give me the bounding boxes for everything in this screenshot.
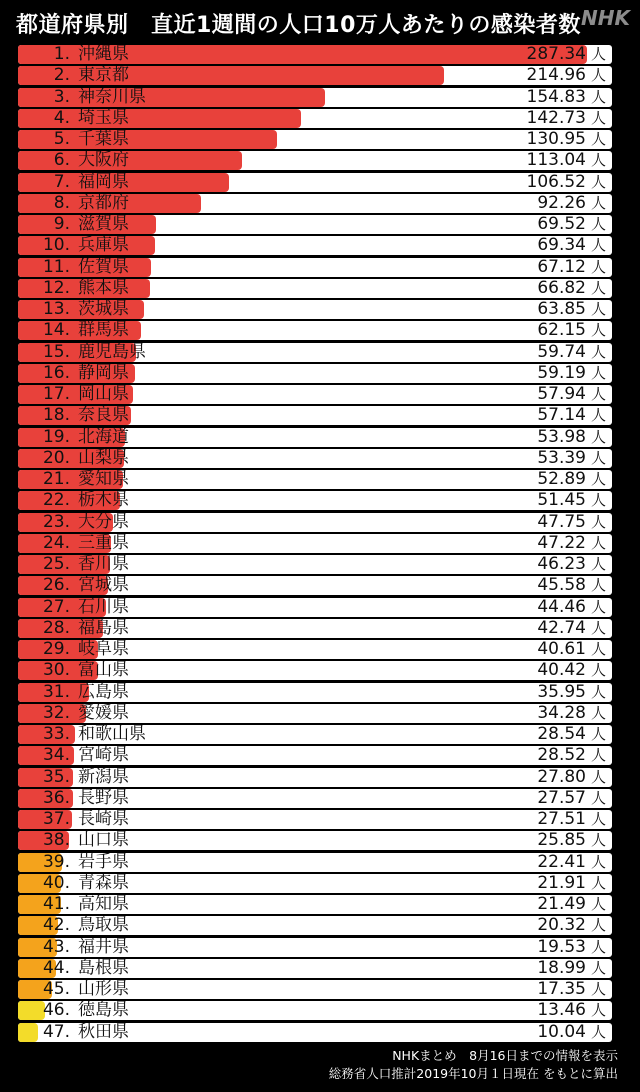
unit-label: 人 <box>590 937 606 956</box>
value-label: 63.85 <box>537 300 586 319</box>
prefecture-label: 宮城県 <box>78 576 129 596</box>
footer-source-note: NHKまとめ 8月16日までの情報を表示 <box>392 1048 618 1063</box>
value-label: 28.54 <box>537 725 586 744</box>
prefecture-label: 福島県 <box>78 618 129 638</box>
prefecture-label: 大分県 <box>78 512 129 532</box>
unit-label: 人 <box>590 427 606 446</box>
unit-label: 人 <box>590 576 606 595</box>
value-label: 47.75 <box>537 512 586 532</box>
value-label: 13.46 <box>537 1001 586 1021</box>
value-label: 42.74 <box>537 618 586 638</box>
rank-label: 1. <box>53 45 70 64</box>
unit-label: 人 <box>590 448 606 467</box>
unit-label: 人 <box>590 342 606 361</box>
nhk-logo: NHK <box>581 6 630 30</box>
value-label: 46.23 <box>537 555 586 574</box>
prefecture-label: 長野県 <box>78 788 129 808</box>
rank-label: 35. <box>42 767 70 787</box>
prefecture-label: 群馬県 <box>78 321 129 341</box>
unit-label: 人 <box>590 1022 606 1041</box>
rank-label: 10. <box>42 236 70 256</box>
prefecture-label: 香川県 <box>78 555 129 574</box>
prefecture-label: 大阪府 <box>78 151 129 171</box>
bar-row <box>18 725 612 744</box>
prefecture-label: 岩手県 <box>78 852 129 872</box>
value-label: 130.95 <box>526 130 586 149</box>
bar-row <box>18 619 612 638</box>
prefecture-label: 長崎県 <box>78 810 129 829</box>
value-label: 27.51 <box>537 810 586 829</box>
value-label: 154.83 <box>526 87 586 107</box>
prefecture-label: 徳島県 <box>78 1001 129 1021</box>
bar-row <box>18 151 612 170</box>
rank-label: 6. <box>53 151 70 171</box>
bar-row <box>18 1023 612 1042</box>
rank-label: 30. <box>42 661 70 681</box>
prefecture-label: 鳥取県 <box>78 916 129 936</box>
unit-label: 人 <box>590 300 606 318</box>
unit-label: 人 <box>590 215 606 233</box>
bar-row <box>18 364 612 383</box>
rank-label: 31. <box>42 682 70 702</box>
bar-row <box>18 491 612 510</box>
unit-label: 人 <box>590 385 606 403</box>
rank-label: 39. <box>42 852 70 872</box>
bar-row <box>18 470 612 489</box>
bar-row <box>18 236 612 255</box>
rank-label: 36. <box>42 788 70 808</box>
unit-label: 人 <box>590 108 606 127</box>
value-label: 67.12 <box>537 257 586 277</box>
value-label: 69.34 <box>537 236 586 256</box>
bar-row <box>18 576 612 595</box>
prefecture-label: 新潟県 <box>78 767 129 787</box>
rank-label: 7. <box>53 172 70 192</box>
bar-row <box>18 704 612 723</box>
value-label: 27.80 <box>537 767 586 787</box>
bar-row <box>18 300 612 319</box>
prefecture-label: 三重県 <box>78 533 129 553</box>
unit-label: 人 <box>590 703 606 722</box>
unit-label: 人 <box>590 767 606 786</box>
prefecture-label: 石川県 <box>78 597 129 617</box>
unit-label: 人 <box>590 555 606 573</box>
unit-label: 人 <box>590 831 606 850</box>
prefecture-label: 秋田県 <box>78 1022 129 1042</box>
value-label: 66.82 <box>537 278 586 298</box>
unit-label: 人 <box>590 618 606 637</box>
bar-row <box>18 640 612 659</box>
bar-row <box>18 385 612 404</box>
bar-row <box>18 959 612 978</box>
bar-row <box>18 534 612 553</box>
unit-label: 人 <box>590 66 606 85</box>
prefecture-label: 千葉県 <box>78 130 129 149</box>
prefecture-label: 奈良県 <box>78 406 129 426</box>
rank-label: 32. <box>42 703 70 723</box>
unit-label: 人 <box>590 321 606 340</box>
prefecture-label: 岡山県 <box>78 385 129 404</box>
rank-label: 20. <box>42 448 70 468</box>
value-label: 22.41 <box>537 852 586 872</box>
unit-label: 人 <box>590 873 606 892</box>
bar-row <box>18 130 612 149</box>
bar-row <box>18 916 612 935</box>
unit-label: 人 <box>590 852 606 871</box>
value-label: 69.52 <box>537 215 586 234</box>
bar-row <box>18 874 612 893</box>
value-label: 40.61 <box>537 640 586 659</box>
unit-label: 人 <box>590 597 606 616</box>
value-label: 19.53 <box>537 937 586 957</box>
unit-label: 人 <box>590 278 606 297</box>
unit-label: 人 <box>590 682 606 701</box>
bar-row <box>18 661 612 680</box>
prefecture-label: 兵庫県 <box>78 236 129 256</box>
value-label: 17.35 <box>537 980 586 999</box>
prefecture-label: 山形県 <box>78 980 129 999</box>
value-label: 287.34 <box>526 45 586 64</box>
value-label: 62.15 <box>537 321 586 341</box>
bar-row <box>18 810 612 829</box>
rank-label: 2. <box>53 66 70 86</box>
rank-label: 13. <box>42 300 70 319</box>
prefecture-label: 高知県 <box>78 895 129 914</box>
rank-label: 12. <box>42 278 70 298</box>
unit-label: 人 <box>590 725 606 743</box>
rank-label: 29. <box>42 640 70 659</box>
rank-label: 3. <box>53 87 70 107</box>
rank-label: 24. <box>42 533 70 553</box>
prefecture-label: 広島県 <box>78 682 129 702</box>
prefecture-label: 栃木県 <box>78 491 129 511</box>
prefecture-label: 佐賀県 <box>78 257 129 277</box>
bar-row <box>18 513 612 532</box>
prefecture-label: 山口県 <box>78 831 129 851</box>
rank-label: 38. <box>42 831 70 851</box>
rank-label: 17. <box>42 385 70 404</box>
prefecture-label: 東京都 <box>78 66 129 86</box>
bar-row <box>18 683 612 702</box>
unit-label: 人 <box>590 810 606 828</box>
unit-label: 人 <box>590 130 606 148</box>
bar-row <box>18 831 612 850</box>
bar-row <box>18 406 612 425</box>
rank-label: 25. <box>42 555 70 574</box>
rank-label: 44. <box>42 958 70 978</box>
bar-row <box>18 321 612 340</box>
unit-label: 人 <box>590 788 606 807</box>
bar-row <box>18 194 612 213</box>
value-label: 21.49 <box>537 895 586 914</box>
footer-method-note: 総務省人口推計2019年10月１日現在 をもとに算出 <box>328 1066 618 1081</box>
prefecture-label: 熊本県 <box>78 278 129 298</box>
prefecture-label: 和歌山県 <box>78 725 146 744</box>
rank-label: 19. <box>42 427 70 447</box>
value-label: 106.52 <box>526 172 586 192</box>
rank-label: 16. <box>42 363 70 383</box>
value-label: 57.14 <box>537 406 586 426</box>
rank-label: 45. <box>42 980 70 999</box>
rank-label: 9. <box>53 215 70 234</box>
unit-label: 人 <box>590 958 606 977</box>
rank-label: 23. <box>42 512 70 532</box>
rank-label: 28. <box>42 618 70 638</box>
bar-row <box>18 109 612 128</box>
bar-row <box>18 768 612 787</box>
prefecture-label: 鹿児島県 <box>78 342 146 362</box>
unit-label: 人 <box>590 1001 606 1020</box>
bar-row <box>18 66 612 85</box>
value-label: 214.96 <box>526 66 586 86</box>
unit-label: 人 <box>590 980 606 998</box>
prefecture-label: 島根県 <box>78 958 129 978</box>
value-label: 142.73 <box>526 108 586 128</box>
rank-label: 46. <box>42 1001 70 1021</box>
rank-label: 37. <box>42 810 70 829</box>
prefecture-label: 神奈川県 <box>78 87 146 107</box>
value-label: 51.45 <box>537 491 586 511</box>
rank-label: 21. <box>42 470 70 489</box>
rank-label: 34. <box>42 746 70 766</box>
value-label: 52.89 <box>537 470 586 489</box>
bar-row <box>18 279 612 298</box>
unit-label: 人 <box>590 236 606 255</box>
unit-label: 人 <box>590 533 606 552</box>
bar-row <box>18 853 612 872</box>
unit-label: 人 <box>590 895 606 913</box>
prefecture-label: 京都府 <box>78 193 129 213</box>
unit-label: 人 <box>590 661 606 680</box>
bar-row <box>18 789 612 808</box>
value-label: 44.46 <box>537 597 586 617</box>
chart-title: 都道府県別 直近1週間の人口10万人あたりの感染者数 <box>16 13 581 38</box>
prefecture-label: 福井県 <box>78 937 129 957</box>
unit-label: 人 <box>590 45 606 63</box>
value-label: 34.28 <box>537 703 586 723</box>
bar-row <box>18 1001 612 1020</box>
prefecture-label: 宮崎県 <box>78 746 129 766</box>
prefecture-label: 滋賀県 <box>78 215 129 234</box>
value-label: 57.94 <box>537 385 586 404</box>
unit-label: 人 <box>590 363 606 382</box>
value-label: 28.52 <box>537 746 586 766</box>
bar-row <box>18 173 612 192</box>
rank-label: 42. <box>42 916 70 936</box>
rank-label: 41. <box>42 895 70 914</box>
rank-label: 22. <box>42 491 70 511</box>
rank-label: 4. <box>53 108 70 128</box>
value-label: 47.22 <box>537 533 586 553</box>
unit-label: 人 <box>590 257 606 276</box>
bar-row <box>18 428 612 447</box>
prefecture-label: 福岡県 <box>78 172 129 192</box>
value-label: 18.99 <box>537 958 586 978</box>
unit-label: 人 <box>590 491 606 510</box>
bar-row <box>18 598 612 617</box>
unit-label: 人 <box>590 512 606 531</box>
unit-label: 人 <box>590 470 606 488</box>
value-label: 25.85 <box>537 831 586 851</box>
bar-row <box>18 449 612 468</box>
rank-label: 27. <box>42 597 70 617</box>
prefecture-label: 静岡県 <box>78 363 129 383</box>
rank-label: 26. <box>42 576 70 596</box>
value-label: 113.04 <box>526 151 586 171</box>
unit-label: 人 <box>590 640 606 658</box>
unit-label: 人 <box>590 406 606 425</box>
value-label: 59.19 <box>537 363 586 383</box>
value-label: 27.57 <box>537 788 586 808</box>
prefecture-label: 岐阜県 <box>78 640 129 659</box>
unit-label: 人 <box>590 172 606 191</box>
prefecture-label: 茨城県 <box>78 300 129 319</box>
value-label: 40.42 <box>537 661 586 681</box>
value-label: 45.58 <box>537 576 586 596</box>
prefecture-label: 北海道 <box>78 427 129 447</box>
bar-row <box>18 746 612 765</box>
rank-label: 14. <box>42 321 70 341</box>
rank-label: 18. <box>42 406 70 426</box>
bar-row <box>18 895 612 914</box>
bar-row <box>18 938 612 957</box>
rank-label: 33. <box>42 725 70 744</box>
bar-row <box>18 258 612 277</box>
rank-label: 11. <box>42 257 70 277</box>
bar-row <box>18 555 612 574</box>
bar-row <box>18 88 612 107</box>
value-label: 35.95 <box>537 682 586 702</box>
prefecture-label: 愛媛県 <box>78 703 129 723</box>
bar-row <box>18 980 612 999</box>
prefecture-label: 富山県 <box>78 661 129 681</box>
unit-label: 人 <box>590 193 606 212</box>
value-label: 53.39 <box>537 448 586 468</box>
prefecture-label: 山梨県 <box>78 448 129 468</box>
rank-label: 43. <box>42 937 70 957</box>
unit-label: 人 <box>590 151 606 170</box>
value-label: 21.91 <box>537 873 586 893</box>
bar-row <box>18 45 612 64</box>
value-label: 20.32 <box>537 916 586 936</box>
value-label: 10.04 <box>537 1022 586 1042</box>
bar-row <box>18 343 612 362</box>
unit-label: 人 <box>590 916 606 935</box>
rank-label: 47. <box>42 1022 70 1042</box>
unit-label: 人 <box>590 746 606 765</box>
unit-label: 人 <box>590 87 606 106</box>
value-label: 92.26 <box>537 193 586 213</box>
prefecture-label: 青森県 <box>78 873 129 893</box>
value-label: 59.74 <box>537 342 586 362</box>
bar-row <box>18 215 612 234</box>
rank-label: 15. <box>42 342 70 362</box>
value-label: 53.98 <box>537 427 586 447</box>
rank-label: 8. <box>53 193 70 213</box>
prefecture-label: 愛知県 <box>78 470 129 489</box>
prefecture-label: 沖縄県 <box>78 45 129 64</box>
rank-label: 40. <box>42 873 70 893</box>
prefecture-label: 埼玉県 <box>78 108 129 128</box>
rank-label: 5. <box>53 130 70 149</box>
